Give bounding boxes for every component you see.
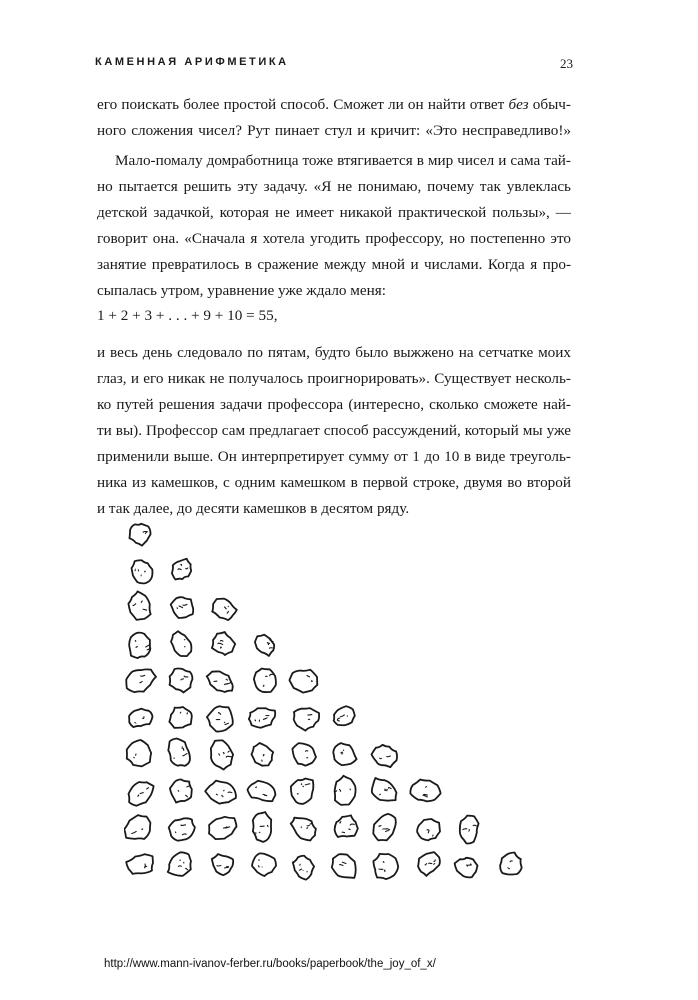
- text-line: ко путей решения задачи профессора (интересно, сколько сможете най-: [97, 396, 571, 413]
- pebble-texture: [135, 716, 144, 723]
- pebble: [212, 599, 237, 621]
- pebble-outline: [212, 599, 237, 621]
- pebble-outline: [211, 740, 233, 769]
- text-line: [97, 92, 571, 118]
- pebble-texture: [267, 640, 273, 649]
- pebble: [291, 818, 316, 841]
- text-line: применили выше. Он интерпретирует сумму от 1 до 10 в виде треуголь-: [97, 448, 571, 465]
- pebble-outline: [129, 633, 150, 658]
- pebble: [129, 709, 152, 728]
- pebble: [170, 668, 193, 692]
- pebble-texture: [180, 712, 187, 714]
- pebble-outline: [291, 779, 313, 804]
- pebble-outline: [124, 815, 150, 839]
- pebble-texture: [135, 641, 151, 650]
- text-line: сыпалась утром, уравнение уже ждало меня:: [97, 282, 386, 299]
- pebble-texture: [219, 751, 232, 757]
- pebble-texture: [134, 754, 137, 759]
- pebble-outline: [332, 854, 356, 878]
- pebble-texture: [175, 825, 186, 836]
- pebble-outline: [372, 778, 397, 801]
- pebble-texture: [336, 789, 351, 793]
- pebble: [417, 819, 440, 840]
- pebble-texture: [145, 864, 148, 869]
- pebble: [252, 743, 274, 766]
- pebble: [410, 780, 440, 802]
- paragraph-1: [97, 92, 571, 144]
- pebble: [205, 781, 236, 804]
- pebble: [294, 708, 319, 731]
- pebble-texture: [425, 860, 436, 865]
- pebble-outline: [292, 743, 316, 765]
- pebble: [126, 669, 156, 692]
- pebble-triangle-figure: [124, 516, 534, 886]
- pebble-texture: [380, 787, 392, 795]
- pebble: [335, 776, 356, 805]
- pebble: [334, 706, 355, 725]
- pebble: [124, 815, 150, 839]
- pebble-outline: [410, 780, 440, 802]
- pebble: [289, 670, 317, 693]
- pebble: [373, 814, 396, 841]
- pebble-outline: [170, 779, 192, 802]
- pebble: [291, 779, 313, 804]
- pebble: [255, 635, 274, 656]
- pebble-texture: [297, 784, 310, 795]
- pebble-outline: [129, 709, 152, 728]
- pebble-texture: [178, 785, 191, 797]
- text-line: говорит она. «Сначала я хотела угодить профессору, но постепенно это: [97, 230, 571, 247]
- text-line: и весь день следовало по пятам, будто было выжжено на сетчатке моих: [97, 344, 571, 361]
- pebble-outline: [252, 853, 276, 876]
- pebble: [207, 706, 233, 731]
- text-line: но пытается решить эту задачу. «Я не понимаю, почему так увлеклась: [97, 178, 571, 195]
- pebble-outline: [291, 818, 316, 841]
- pebble: [252, 853, 276, 876]
- pebble: [455, 858, 478, 878]
- pebble: [209, 817, 237, 839]
- text-line: детской задачкой, которая не имеет никакой практической пользы», —: [97, 204, 571, 221]
- pebble-outline: [373, 814, 396, 841]
- pebble-texture: [218, 641, 223, 649]
- pebble: [168, 852, 191, 875]
- text-line: глаз, и его никак не получалось проигнорировать». Существует несколь-: [97, 370, 571, 387]
- pebble-outline: [209, 817, 237, 839]
- pebble-texture: [133, 601, 147, 611]
- pebble-texture: [256, 825, 269, 833]
- pebble-outline: [212, 854, 233, 875]
- pebble: [129, 633, 151, 658]
- pebble-texture: [337, 715, 347, 721]
- pebble-outline: [132, 560, 153, 583]
- pebble-outline: [253, 812, 271, 842]
- pebble-texture: [379, 862, 385, 872]
- pebble-outline: [207, 671, 233, 692]
- pebble-outline: [168, 739, 190, 766]
- text-line: ти вы). Профессор сам предлагает способ рассуждений, который мы уже: [97, 422, 571, 439]
- pebble-texture: [177, 604, 187, 609]
- pebble-texture: [143, 531, 148, 533]
- pebble-texture: [216, 790, 232, 797]
- text-line: и так далее, до десяти камешков в десятом ряду.: [97, 500, 410, 517]
- pebble-outline: [289, 670, 317, 693]
- pebble: [249, 708, 275, 728]
- text-line: ного сложения чисел? Рут пинает стул и кричит: «Это несправедливо!»: [97, 122, 571, 139]
- text-line: [97, 148, 571, 174]
- text-run: Мало-помалу домработница тоже втягивается в мир чисел и сама тай-: [115, 152, 571, 169]
- pebble-texture: [184, 640, 185, 647]
- formula: 1 + 2 + 3 + . . . + 9 + 10 = 55,: [97, 307, 278, 324]
- pebble: [212, 632, 235, 655]
- pebble-outline: [372, 745, 398, 767]
- pebble-outline: [169, 707, 192, 728]
- pebble: [293, 856, 314, 880]
- pebble-outline: [212, 632, 235, 655]
- pebble-outline: [333, 743, 356, 765]
- pebble-outline: [249, 708, 275, 728]
- pebble-texture: [181, 676, 189, 681]
- pebble: [500, 853, 522, 875]
- text-line: занятие превратилось в сражение между мной и числами. Когда я про-: [97, 256, 571, 273]
- pebble-outline: [293, 856, 314, 880]
- pebble-texture: [307, 675, 313, 681]
- pebble: [171, 631, 191, 656]
- pebble-texture: [423, 787, 428, 798]
- pebble-texture: [140, 675, 145, 683]
- pebble-texture: [214, 679, 231, 685]
- pebble-texture: [258, 859, 262, 867]
- pebble: [372, 778, 397, 801]
- text-line: ника из камешков, с одним камешком в первой строке, двумя во второй: [97, 474, 571, 491]
- pebble-texture: [178, 860, 188, 870]
- text-run: его поискать более простой способ. Сможет ли он найти ответ: [97, 96, 505, 113]
- pebble: [254, 669, 276, 693]
- running-head: КАМЕННАЯ АРИФМЕТИКА: [95, 56, 289, 68]
- pebble-texture: [262, 754, 265, 761]
- paragraph-2-final: [97, 148, 571, 304]
- pebble: [169, 707, 192, 728]
- pebble-texture: [178, 564, 188, 569]
- pebble: [129, 782, 154, 806]
- pebble-texture: [223, 827, 230, 828]
- pebble: [292, 743, 316, 765]
- pebble-texture: [255, 787, 267, 796]
- pebble-texture: [255, 715, 269, 721]
- pebble: [127, 740, 152, 766]
- pebble-texture: [379, 756, 390, 759]
- pebble-texture: [137, 788, 149, 797]
- pebble: [126, 854, 153, 874]
- pebble-outline: [500, 853, 522, 875]
- pebble-texture: [299, 864, 307, 872]
- pebble-outline: [254, 669, 276, 693]
- pebble-outline: [127, 740, 152, 766]
- pebble: [332, 854, 356, 878]
- pebble-texture: [466, 864, 471, 866]
- pebble-texture: [225, 606, 229, 613]
- pebble: [171, 597, 194, 618]
- pebble-outline: [335, 815, 358, 837]
- text-run: обыч-: [532, 96, 571, 113]
- pebble-outline: [171, 631, 191, 656]
- pebble: [372, 745, 398, 767]
- pebble-outline: [248, 781, 276, 801]
- pebble: [207, 671, 233, 692]
- pebble-texture: [339, 862, 346, 866]
- pebble: [373, 854, 398, 879]
- pebble-outline: [207, 706, 233, 731]
- pebble-outline: [252, 743, 274, 766]
- pebble: [132, 560, 153, 583]
- footer-url: http://www.mann-ivanov-ferber.ru/books/paperbook/the_joy_of_x/: [104, 958, 436, 970]
- pebble-texture: [216, 713, 229, 725]
- pebble-outline: [126, 669, 156, 692]
- pebble: [248, 781, 276, 801]
- emphasis-text: без: [508, 96, 529, 113]
- pebble: [212, 854, 233, 875]
- pebble-outline: [129, 782, 154, 806]
- pebble-texture: [340, 821, 355, 832]
- pebble-texture: [341, 750, 344, 754]
- pebble-texture: [217, 865, 229, 868]
- pebble: [169, 818, 195, 840]
- pebble-texture: [427, 830, 434, 837]
- paragraph-3: [97, 340, 571, 522]
- page-number: 23: [560, 56, 573, 71]
- pebble-outline: [126, 854, 153, 874]
- pebble-outline: [130, 524, 151, 546]
- pebble-outline: [335, 776, 356, 805]
- pebble-outline: [418, 852, 440, 876]
- pebble: [128, 591, 150, 620]
- pebble-outline: [334, 706, 355, 725]
- pebble-outline: [128, 591, 150, 620]
- pebble-outline: [373, 854, 398, 879]
- pebble-texture: [305, 751, 308, 758]
- pebble: [172, 559, 191, 580]
- pebble: [211, 740, 233, 769]
- pebble-outline: [455, 858, 478, 878]
- pebble-outline: [294, 708, 319, 731]
- pebble-texture: [135, 569, 146, 576]
- pebble: [168, 739, 190, 766]
- pebble-texture: [508, 861, 513, 869]
- pebble-texture: [308, 714, 313, 719]
- pebble-texture: [301, 824, 313, 829]
- pebble: [418, 852, 440, 876]
- pebble-texture: [379, 825, 390, 832]
- pebble: [460, 816, 479, 844]
- pebble-texture: [174, 746, 188, 758]
- pebble: [333, 743, 356, 765]
- pebble-outline: [170, 668, 193, 692]
- pebble-outline: [169, 818, 195, 840]
- pebble: [170, 779, 192, 802]
- pebble: [130, 524, 151, 546]
- pebble-texture: [263, 674, 274, 686]
- pebble: [335, 815, 358, 837]
- pebble-outline: [255, 635, 274, 656]
- pebble-texture: [463, 825, 477, 831]
- pebble: [253, 812, 271, 842]
- pebble-outline: [168, 852, 191, 875]
- pebble-texture: [132, 829, 143, 834]
